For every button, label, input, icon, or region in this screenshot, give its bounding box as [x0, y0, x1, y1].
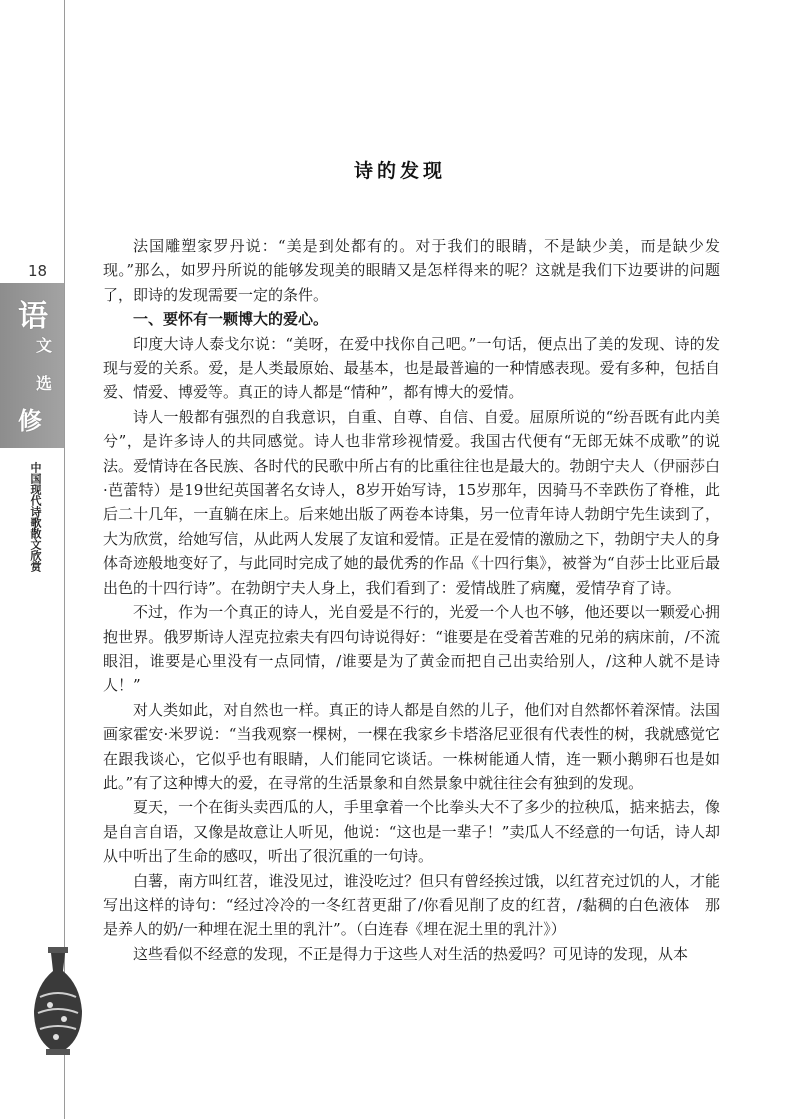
- article-body: [103, 234, 720, 966]
- side-tab-char: 文: [36, 336, 53, 355]
- paragraph: 不过，作为一个真正的诗人，光自爱是不行的，光爱一个人也不够，他还要以一颗爱心拥抱世界。俄罗斯诗人涅克拉索夫有四句诗说得好：“谁要是在受着苦难的兄弟的病床前，/不流眼泪，谁要是心里没有一点同情，/谁要是为了黄金而把自己出卖给别人，/这种人就不是诗人！”: [103, 603, 720, 695]
- book-title-caption: 中国现代诗歌散文欣赏: [29, 462, 42, 572]
- paragraph: 白薯，南方叫红苕，谁没见过，谁没吃过？但只有曾经挨过饿，以红苕充过饥的人，才能写出这样的诗句：“经过冷冷的一冬红苕更甜了/你看见削了皮的红苕，/黏稠的白色液体 那是养人的奶/一种埋在泥土里的乳汁”。（白连春《埋在泥土里的乳汁》）: [103, 871, 720, 939]
- paragraph: 诗人一般都有强烈的自我意识，自重、自尊、自信、自爱。屈原所说的“纷吾既有此内美兮”，是许多诗人的共同感觉。诗人也非常珍视情爱。我国古代便有“无郎无妹不成歌”的说法。爱情诗在各民族、各时代的民歌中所占有的比重往往也是最大的。勃朗宁夫人（伊丽莎白·芭蕾特）是19世纪英国著名女诗人，8岁开始写诗，15岁那年，因骑马不幸跌伤了脊椎，此后二十几年，一直躺在床上。后来她出版了两卷本诗集，另一位青年诗人勃朗宁先生读到了，大为欣赏，给她写信，从此两人发展了友谊和爱情。正是在爱情的激励之下，勃朗宁夫人的身体奇迹般地变好了，与此同时完成了她的最优秀的作品《十四行集》，被誉为“自莎士比亚后最出色的十四行诗”。在勃朗宁夫人身上，我们看到了：爱情战胜了病魔，爱情孕育了诗。: [103, 407, 720, 597]
- paragraph: 法国雕塑家罗丹说：“美是到处都有的。对于我们的眼睛，不是缺少美，而是缺少发现。”那么，如罗丹所说的能够发现美的眼睛又是怎样得来的呢？这就是我们下边要讲的问题了，即诗的发现需要一定的条件。: [103, 237, 720, 304]
- cloisonne-vase-icon: [30, 945, 86, 1057]
- section-heading: 一、要怀有一颗博大的爱心。: [133, 310, 329, 329]
- paragraph: 这些看似不经意的发现，不正是得力于这些人对生活的热爱吗？可见诗的发现，从本: [133, 944, 689, 963]
- side-tab-char: 修: [18, 406, 42, 435]
- side-tab: [0, 283, 64, 448]
- paragraph: 印度大诗人泰戈尔说：“美呀，在爱中找你自己吧。”一句话，便点出了美的发现、诗的发现与爱的关系。爱，是人类最原始、最基本，也是最普遍的一种情感表现。爱有多种，包括自爱、情爱、博爱等。真正的诗人都是“情种”，都有博大的爱情。: [103, 334, 720, 402]
- paragraph: 对人类如此，对自然也一样。真正的诗人都是自然的儿子，他们对自然都怀着深情。法国画家霍安·米罗说：“当我观察一棵树，一棵在我家乡卡塔洛尼亚很有代表性的树，我就感觉它在跟我谈心，它似乎也有眼睛，人们能同它谈话。一株树能通人情，连一颗小鹅卵石也是如此。”有了这种博大的爱，在寻常的生活景象和自然景象中就往往会有独到的发现。: [103, 700, 720, 792]
- side-tab-char: 选: [36, 374, 53, 393]
- side-tab-char: 语: [18, 299, 48, 334]
- article-title: 诗的发现: [353, 160, 446, 182]
- page-number: 18: [28, 262, 48, 280]
- paragraph: 夏天，一个在街头卖西瓜的人，手里拿着一个比拳头大不了多少的拉秧瓜，掂来掂去，像是自言自语，又像是故意让人听见，他说：“这也是一辈子！”卖瓜人不经意的一句话，诗人却从中听出了生命的感叹，听出了很沉重的一句诗。: [103, 798, 720, 866]
